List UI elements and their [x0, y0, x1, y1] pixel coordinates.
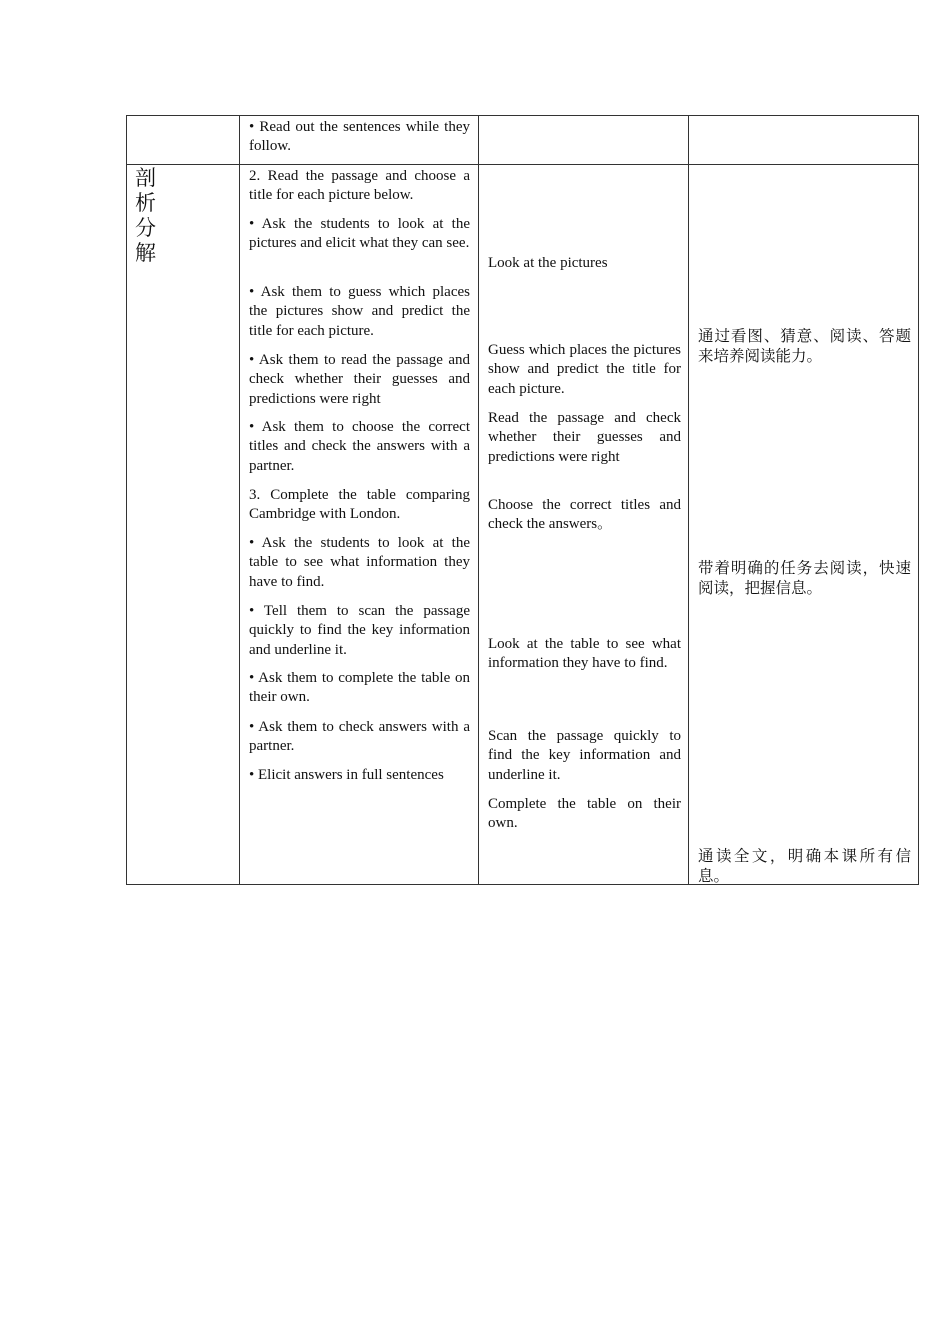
purpose-text: 通读全文，明确本课所有信息。: [698, 847, 911, 885]
stage-char: 分: [135, 216, 156, 240]
student-activity: Guess which places the pictures show and predict the title for each picture.: [488, 342, 681, 397]
stage-char: 析: [135, 191, 156, 215]
procedure-text: • Ask them to read the passage and check whether their guesses and predictions were right: [249, 352, 470, 407]
procedure-text: • Ask them to check answers with a partner.: [249, 719, 470, 755]
student-activity: Choose the correct titles and check the answers。: [488, 497, 681, 533]
row-divider: [127, 164, 918, 165]
purpose-text: 带着明确的任务去阅读，快速阅读，把握信息。: [698, 559, 911, 597]
column-divider: [478, 116, 479, 884]
column-divider: [239, 116, 240, 884]
stage-char: 剖: [135, 166, 156, 190]
column-divider: [688, 116, 689, 884]
lesson-plan-table: [126, 115, 919, 885]
student-activity: Look at the table to see what information they have to find.: [488, 636, 681, 672]
procedure-text: • Ask the students to look at the pictures and elicit what they can see.: [249, 216, 470, 252]
procedure-text: 2. Read the passage and choose a title for each picture below.: [249, 168, 470, 204]
procedure-text: • Ask them to choose the correct titles and check the answers with a partner.: [249, 419, 470, 474]
procedure-text: • Read out the sentences while they follow.: [249, 119, 470, 155]
student-activity: Look at the pictures: [488, 255, 608, 271]
procedure-text: • Tell them to scan the passage quickly to find the key information and underline it.: [249, 603, 470, 658]
stage-char: 解: [135, 241, 156, 265]
procedure-text: • Elicit answers in full sentences: [249, 767, 444, 783]
procedure-text: • Ask the students to look at the table to see what information they have to find.: [249, 535, 470, 590]
student-activity: Scan the passage quickly to find the key information and underline it.: [488, 728, 681, 783]
purpose-text: 通过看图、猜意、阅读、答题来培养阅读能力。: [698, 327, 911, 365]
procedure-text: 3. Complete the table comparing Cambridge with London.: [249, 487, 470, 523]
procedure-text: • Ask them to complete the table on their own.: [249, 670, 470, 706]
student-activity: Read the passage and check whether their guesses and predictions were right: [488, 410, 681, 465]
student-activity: Complete the table on their own.: [488, 796, 681, 832]
procedure-text: • Ask them to guess which places the pictures show and predict the title for each picture.: [249, 284, 470, 339]
stage-label: [135, 166, 165, 266]
